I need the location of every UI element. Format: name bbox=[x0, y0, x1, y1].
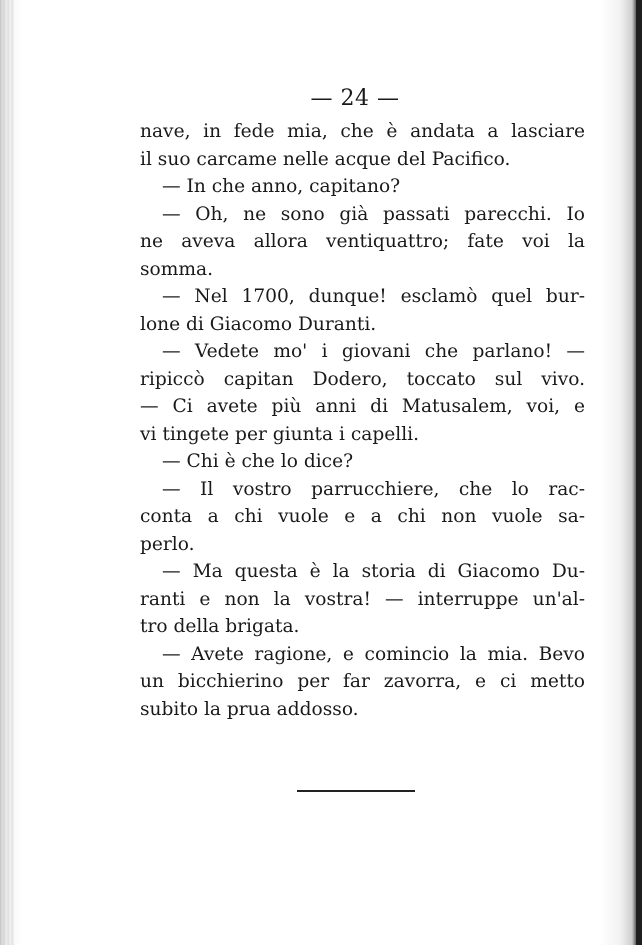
text-line: lone di Giacomo Duranti. bbox=[140, 313, 377, 335]
text-line: — Vedete mo' i giovani che parlano! — bbox=[162, 341, 585, 362]
text-line: — Ma questa è la storia di Giacomo Du- bbox=[162, 561, 585, 582]
body-text bbox=[140, 118, 585, 723]
text-line: — Avete ragione, e comincio la mia. Bevo bbox=[162, 643, 585, 665]
page-number: — 24 — bbox=[310, 86, 400, 111]
text-line: subito la prua addosso. bbox=[140, 698, 359, 720]
text-line: — Il vostro parrucchiere, che lo rac- bbox=[162, 478, 585, 500]
text-line: — Oh, ne sono già passati parecchi. Io bbox=[162, 203, 585, 225]
text-line: — Chi è che lo dice? bbox=[162, 451, 354, 472]
text-line: nave, in fede mia, che è andata a lasciare bbox=[140, 121, 585, 142]
text-line: tro della brigata. bbox=[140, 616, 300, 637]
text-line: — Ci avete più anni di Matusalem, voi, e bbox=[140, 396, 585, 417]
page-binding-edge bbox=[0, 0, 14, 945]
text-line: — Nel 1700, dunque! esclamò quel bur- bbox=[162, 286, 585, 307]
text-line: ranti e non la vostra! — interruppe un'al- bbox=[140, 588, 585, 610]
section-divider bbox=[297, 790, 415, 792]
text-line: conta a chi vuole e a chi non vuole sa- bbox=[140, 506, 585, 527]
text-line: il suo carcame nelle acque del Pacifico. bbox=[140, 148, 511, 170]
page-right-edge bbox=[636, 0, 642, 945]
text-line: ripiccò capitan Dodero, toccato sul vivo. bbox=[140, 368, 585, 390]
text-line: perlo. bbox=[140, 533, 195, 555]
text-line: ne aveva allora ventiquattro; fate voi la bbox=[140, 231, 585, 252]
text-line: vi tingete per giunta i capelli. bbox=[140, 423, 420, 445]
text-line: somma. bbox=[140, 258, 213, 280]
text-line: un bicchierino per far zavorra, e ci metto bbox=[140, 671, 585, 692]
text-line: — In che anno, capitano? bbox=[162, 176, 401, 197]
